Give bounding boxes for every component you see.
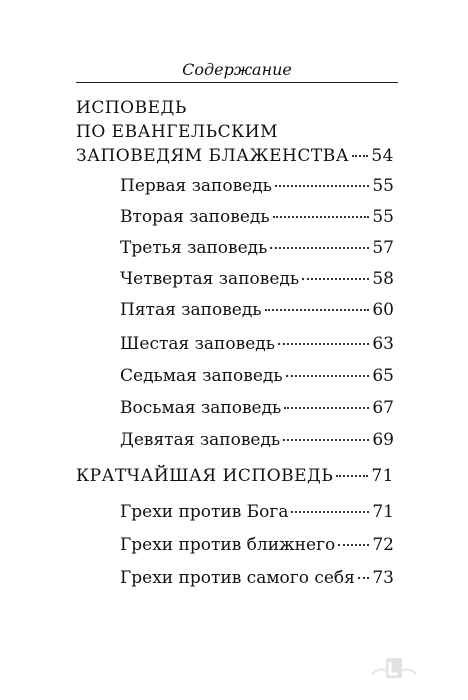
- toc-entry[interactable]: [120, 334, 394, 354]
- dot-leader: [284, 406, 369, 409]
- toc-entry-section2[interactable]: [76, 466, 394, 486]
- dot-leader: [336, 474, 368, 477]
- entry-label: Грехи против Бога: [120, 502, 289, 522]
- page-number: 55: [372, 176, 394, 196]
- entry-label: Восьмая заповедь: [120, 398, 282, 418]
- toc-entry[interactable]: [120, 430, 394, 450]
- toc-entry[interactable]: [120, 502, 394, 522]
- page-number: 71: [372, 502, 394, 522]
- header-rule: [76, 82, 398, 83]
- entry-label: Шестая заповедь: [120, 334, 275, 354]
- dot-leader: [270, 246, 369, 249]
- toc-entry[interactable]: [120, 269, 394, 289]
- page-number: 67: [372, 398, 394, 418]
- page-number: 54: [371, 146, 394, 166]
- toc-entry[interactable]: [120, 207, 394, 227]
- page-number: 63: [372, 334, 394, 354]
- section1-title-line2: ПО ЕВАНГЕЛЬСКИМ: [76, 122, 278, 142]
- toc-entry[interactable]: [120, 398, 394, 418]
- entry-label: Третья заповедь: [120, 238, 268, 258]
- page-number: 73: [372, 568, 394, 588]
- toc-entry[interactable]: [120, 535, 394, 555]
- dot-leader: [286, 374, 370, 377]
- dot-leader: [265, 308, 370, 311]
- dot-leader: [358, 576, 369, 579]
- page-number: 55: [372, 207, 394, 227]
- entry-label: Седьмая заповедь: [120, 366, 283, 386]
- dot-leader: [273, 215, 370, 218]
- entry-label: Пятая заповедь: [120, 300, 262, 320]
- page-number: 58: [372, 269, 394, 289]
- entry-label: Грехи против самого себя: [120, 568, 355, 588]
- dot-leader: [283, 438, 369, 441]
- section1-title-line1: ИСПОВЕДЬ: [76, 98, 187, 118]
- dot-leader: [275, 184, 369, 187]
- page-number: 69: [372, 430, 394, 450]
- entry-label: Вторая заповедь: [120, 207, 270, 227]
- dot-leader: [291, 510, 369, 513]
- section1-title-line3: ЗАПОВЕДЯМ БЛАЖЕНСТВА: [76, 146, 350, 166]
- running-title: Содержание: [182, 60, 292, 79]
- page-number: 60: [372, 300, 394, 320]
- page-number: 71: [371, 466, 394, 486]
- toc-entry[interactable]: [120, 300, 394, 320]
- entry-label: Грехи против ближнего: [120, 535, 336, 555]
- entry-label: Четвертая заповедь: [120, 269, 300, 289]
- dot-leader: [338, 543, 369, 546]
- page-number: 57: [372, 238, 394, 258]
- entry-label: Первая заповедь: [120, 176, 272, 196]
- labirint-logo-icon: [370, 656, 418, 680]
- dot-leader: [352, 154, 368, 157]
- dot-leader: [302, 277, 369, 280]
- toc-entry[interactable]: [120, 238, 394, 258]
- page-number: 65: [372, 366, 394, 386]
- page-number: 72: [372, 535, 394, 555]
- toc-entry-section1[interactable]: [76, 146, 394, 166]
- toc-entry[interactable]: [120, 366, 394, 386]
- dot-leader: [278, 342, 369, 345]
- entry-label: Девятая заповедь: [120, 430, 281, 450]
- toc-entry[interactable]: [120, 568, 394, 588]
- section2-title: КРАТЧАЙШАЯ ИСПОВЕДЬ: [76, 466, 334, 486]
- toc-entry[interactable]: [120, 176, 394, 196]
